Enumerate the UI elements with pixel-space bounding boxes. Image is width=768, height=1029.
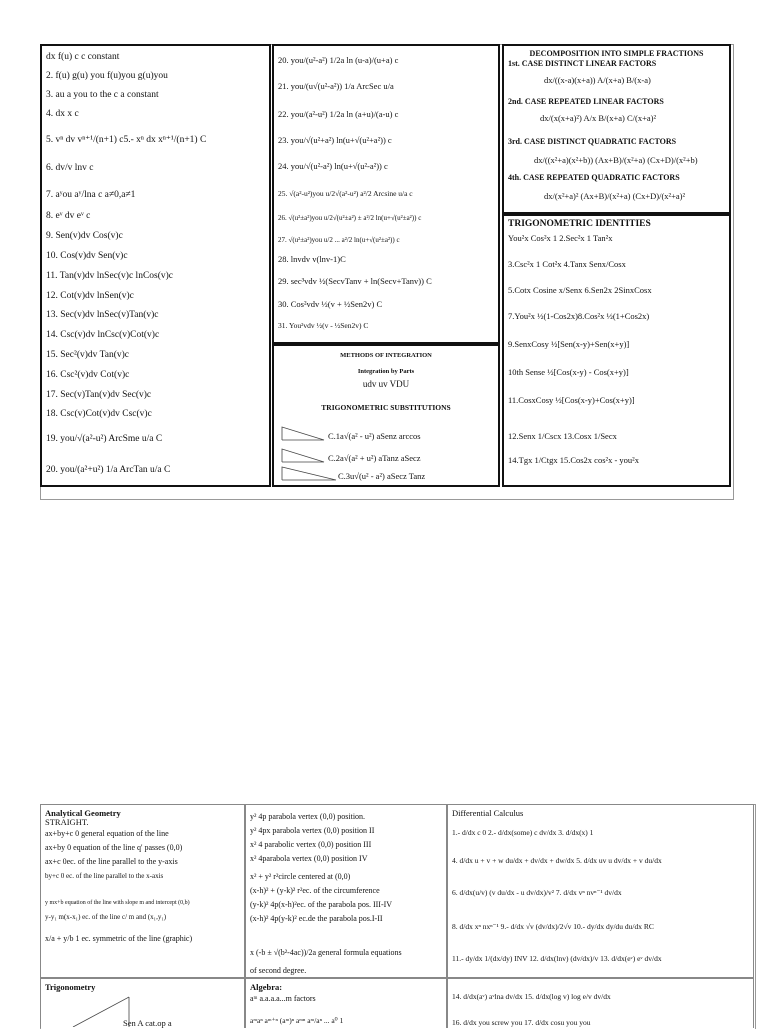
dc-line-4: 8. d/dx xⁿ nxⁿ⁻¹ 9.- d/dx √v (dv/dx)/2√v 10.- dy/dx dy/du du/dx RC bbox=[452, 922, 654, 931]
integral-c2-4: 23. you/√(u²+a²) ln(u+√(u²+a²)) c bbox=[278, 135, 392, 145]
conic-line-6: (x-h)² + (y-k)² r²ec. of the circumference bbox=[250, 886, 380, 895]
dc-title: Differential Calculus bbox=[452, 808, 524, 818]
trig-sub-3: C.3u√(u² - a²) aSecz Tanz bbox=[338, 471, 426, 481]
ag-line-4: by+c 0 ec. of the line parallel to the x-axis bbox=[45, 872, 164, 880]
trig-sub-1: C.1a√(a² - u²) aSenz arccos bbox=[328, 431, 421, 441]
trigonometry bbox=[40, 978, 245, 1028]
conic-line-4: x² 4parabola vertex (0,0) position IV bbox=[250, 854, 368, 863]
differential-calculus bbox=[447, 804, 754, 978]
trig-id-6: 10th Sense ½[Cos(x-y) - Cos(x+y)] bbox=[508, 367, 629, 377]
trig-line: Sen A cat.op a bbox=[123, 1018, 172, 1028]
integral-13: 13. Sec(v)dv lnSec(v)Tan(v)c bbox=[46, 310, 159, 320]
decomposition-fractions bbox=[502, 44, 731, 214]
trig-id-9: 14.Tgx 1/Ctgx 15.Cos2x cos²x - you²x bbox=[508, 455, 639, 465]
integral-10: 10. Cos(v)dv Sen(v)c bbox=[46, 251, 128, 261]
integral-c2-1: 20. you/(u²-a²) 1/2a ln (u-a)/(u+a) c bbox=[278, 55, 399, 65]
trig-id-8: 12.Senx 1/Cscx 13.Cosx 1/Secx bbox=[508, 431, 617, 441]
decomp-title: DECOMPOSITION INTO SIMPLE FRACTIONS bbox=[529, 49, 704, 58]
conic-line-8: (x-h)² 4p(y-k)² ec.de the parabola pos.I-II bbox=[250, 914, 383, 923]
trig-id-7: 11.CosxCosy ½[Cos(x-y)+Cos(x+y)] bbox=[508, 395, 635, 405]
conic-line-9: x (-b ± √(b²-4ac))/2a general formula equations bbox=[250, 948, 402, 957]
integral-17: 17. Sec(v)Tan(v)dv Sec(v)c bbox=[46, 390, 152, 400]
integral-c2-9: 28. lnvdv v(lnv-1)C bbox=[278, 254, 346, 264]
integral-18: 18. Csc(v)Cot(v)dv Csc(v)c bbox=[46, 409, 152, 419]
integral-c2-10: 29. sec³vdv ½(SecvTanv + ln(Secv+Tanv)) C bbox=[278, 276, 432, 286]
right-triangle-figure-3 bbox=[280, 464, 340, 482]
alg-line-2: aᵐaⁿ aᵐ⁺ⁿ (aᵐ)ⁿ aᵐⁿ aᵐ/aⁿ ... a⁰ 1 bbox=[250, 1016, 344, 1025]
ag-title: Analytical Geometry bbox=[45, 808, 121, 818]
trig-sub-title: TRIGONOMETRIC SUBSTITUTIONS bbox=[321, 403, 451, 412]
integral-8: 8. eᵛ dv eᵛ c bbox=[46, 211, 91, 221]
trig-id-2: 3.Csc²x 1 Cot²x 4.Tanx Senx/Cosx bbox=[508, 259, 626, 269]
right-triangle-figure-4 bbox=[71, 995, 131, 1027]
integral-15: 15. Sec²(v)dv Tan(v)c bbox=[46, 350, 129, 360]
integral-7: 7. aʸou aʸ/lna c a≠0,a≠1 bbox=[46, 190, 136, 200]
integral-c2-8: 27. √(u²±a²)you u/2 ... a²/2 ln(u+√(u²±a²)) c bbox=[278, 236, 400, 244]
ag-line-6: y-y₁ m(x-x₁) ec. of the line c/ m and (x₁,y₁) bbox=[45, 913, 167, 921]
analytical-geometry bbox=[40, 804, 245, 978]
ag-line-2: ax+by 0 equation of the line q' passes (0,0) bbox=[45, 843, 183, 852]
integrals-column-1 bbox=[40, 44, 271, 487]
methods-title: METHODS OF INTEGRATION bbox=[340, 352, 432, 359]
conic-line-10: of second degree. bbox=[250, 966, 307, 975]
conic-line-1: y² 4p parabola vertex (0,0) position. bbox=[250, 812, 366, 821]
trig-title: Trigonometry bbox=[45, 982, 96, 992]
conic-line-3: x² 4 parabolic vertex (0,0) position III bbox=[250, 840, 372, 849]
conic-line-2: y² 4px parabola vertex (0,0) position II bbox=[250, 826, 375, 835]
decomp-case-4: 4th. CASE REPEATED QUADRATIC FACTORS bbox=[508, 173, 680, 182]
integral-12: 12. Cot(v)dv lnSen(v)c bbox=[46, 291, 134, 301]
integral-c2-12: 31. You²vdv ½(v - ½Sen2v) C bbox=[278, 321, 369, 330]
integral-5: 5. vⁿ dv vⁿ⁺¹/(n+1) c5.- xⁿ dx xⁿ⁺¹/(n+1) C bbox=[46, 135, 207, 145]
parts-title: Integration by Parts bbox=[357, 368, 415, 375]
integral-c2-2: 21. you/(u√(u²-a²)) 1/a ArcSec u/a bbox=[278, 81, 394, 91]
integral-20: 20. you/(a²+u²) 1/a ArcTan u/a C bbox=[46, 465, 171, 475]
right-triangle-figure-2 bbox=[280, 446, 328, 464]
ag-line-5: y mx+b equation of the line with slope m and intercept (0,b) bbox=[45, 900, 190, 906]
trig-id-3: 5.Cotx Cosine x/Senx 6.Sen2x 2SinxCosx bbox=[508, 285, 652, 295]
integral-3: 3. au a you to the c a constant bbox=[46, 90, 159, 100]
ag-line-7: x/a + y/b 1 ec. symmetric of the line (graphic) bbox=[45, 934, 193, 943]
methods-of-integration bbox=[272, 344, 500, 487]
integral-9: 9. Sen(v)dv Cos(v)c bbox=[46, 231, 123, 241]
integral-c2-7: 26. √(u²±a²)you u/2√(u²±a²) ± a²/2 ln(u+√(u²±a²)) c bbox=[278, 214, 422, 222]
integral-16: 16. Csc²(v)dv Cot(v)c bbox=[46, 370, 130, 380]
conic-line-5: x² + y² r²circle centered at (0,0) bbox=[250, 872, 351, 881]
decomp-formula-3: dx/((x²+a)(x²+b)) (Ax+B)/(x²+a) (Cx+D)/(x²+b) bbox=[534, 155, 698, 165]
integral-c2-3: 22. you/(a²-u²) 1/2a ln (a+u)/(a-u) c bbox=[278, 109, 399, 119]
ag-line-3: ax+c 0ec. of the line parallel to the y-axis bbox=[45, 857, 178, 866]
conic-line-7: (y-k)² 4p(x-h)²ec. of the parabola pos. III-IV bbox=[250, 900, 393, 909]
alg-line-1: aᵐ a.a.a.a...m factors bbox=[250, 994, 316, 1003]
dc-line-5: 11.- dy/dx 1/(dx/dy) INV 12. d/dx(lnv) (dv/dx)/v 13. d/dx(eᵛ) eᵛ dv/dx bbox=[452, 954, 662, 963]
decomp-formula-4: dx/(x²+a)² (Ax+B)/(x²+a) (Cx+D)/(x²+a)² bbox=[544, 191, 686, 201]
ag-line-1: ax+by+c 0 general equation of the line bbox=[45, 829, 169, 838]
algebra bbox=[245, 978, 447, 1028]
integral-2: 2. f(u) g(u) you f(u)you g(u)you bbox=[46, 71, 168, 81]
integral-c2-11: 30. Cos²vdv ½(v + ½Sen2v) C bbox=[278, 299, 383, 309]
integral-c2-6: 25. √(a²-u²)you u/2√(a²-u²) a²/2 Arcsine u/a c bbox=[278, 189, 413, 198]
trig-id-4: 7.You²x ½(1-Cos2x)8.Cos²x ½(1+Cos2x) bbox=[508, 311, 650, 321]
integral-1: dx f(u) c c constant bbox=[46, 52, 120, 62]
integral-14: 14. Csc(v)dv lnCsc(v)Cot(v)c bbox=[46, 330, 160, 340]
trig-sub-2: C.2a√(a² + u²) aTanz aSecz bbox=[328, 453, 421, 463]
integral-19: 19. you/√(a²-u²) ArcSme u/a C bbox=[46, 434, 163, 444]
integral-6: 6. dv/v lnv c bbox=[46, 163, 94, 173]
trig-id-5: 9.SenxCosy ½[Sen(x-y)+Sen(x+y)] bbox=[508, 339, 630, 349]
decomp-formula-2: dx/(x(x+a)²) A/x B/(x+a) C/(x+a)² bbox=[540, 113, 657, 123]
dc-line-2: 4. d/dx u + v + w du/dx + dv/dx + dw/dx 5. d/dx uv u dv/dx + v du/dx bbox=[452, 856, 662, 865]
decomp-formula-1: dx/((x-a)(x+a)) A/(x+a) B/(x-a) bbox=[544, 75, 651, 85]
dc-line-1: 1.- d/dx c 0 2.- d/dx(some) c dv/dx 3. d/dx(x) 1 bbox=[452, 828, 594, 837]
trig-id-1: You²x Cos²x 1 2.Sec²x 1 Tan²x bbox=[508, 233, 613, 243]
trig-id-title: TRIGONOMETRIC IDENTITIES bbox=[508, 219, 651, 229]
integral-11: 11. Tan(v)dv lnSec(v)c lnCos(v)c bbox=[46, 271, 174, 281]
integral-c2-5: 24. you/√(u²-a²) ln(u+√(u²-a²)) c bbox=[278, 161, 388, 171]
dc2-line-2: 16. d/dx you screw you 17. d/dx cosu you you bbox=[452, 1018, 591, 1027]
decomp-case-1: 1st. CASE DISTINCT LINEAR FACTORS bbox=[508, 59, 657, 68]
integrals-column-2 bbox=[272, 44, 500, 344]
parts-formula: udv uv VDU bbox=[362, 379, 410, 389]
integral-4: 4. dx x c bbox=[46, 109, 79, 119]
trigonometric-identities bbox=[502, 214, 731, 487]
decomp-case-3: 3rd. CASE DISTINCT QUADRATIC FACTORS bbox=[508, 137, 677, 146]
differential-calculus-continued bbox=[447, 978, 754, 1028]
dc2-line-1: 14. d/dx(aᵛ) aᵛlna dv/dx 15. d/dx(log v) log e/v dv/dx bbox=[452, 992, 611, 1001]
decomp-case-2: 2nd. CASE REPEATED LINEAR FACTORS bbox=[508, 97, 664, 106]
dc-line-3: 6. d/dx(u/v) (v du/dx - u dv/dx)/v² 7. d/dx vⁿ nvⁿ⁻¹ dv/dx bbox=[452, 888, 622, 897]
ag-subtitle: STRAIGHT. bbox=[45, 817, 89, 827]
conic-sections bbox=[245, 804, 447, 978]
alg-title: Algebra: bbox=[250, 982, 283, 992]
right-triangle-figure-1 bbox=[280, 424, 328, 442]
